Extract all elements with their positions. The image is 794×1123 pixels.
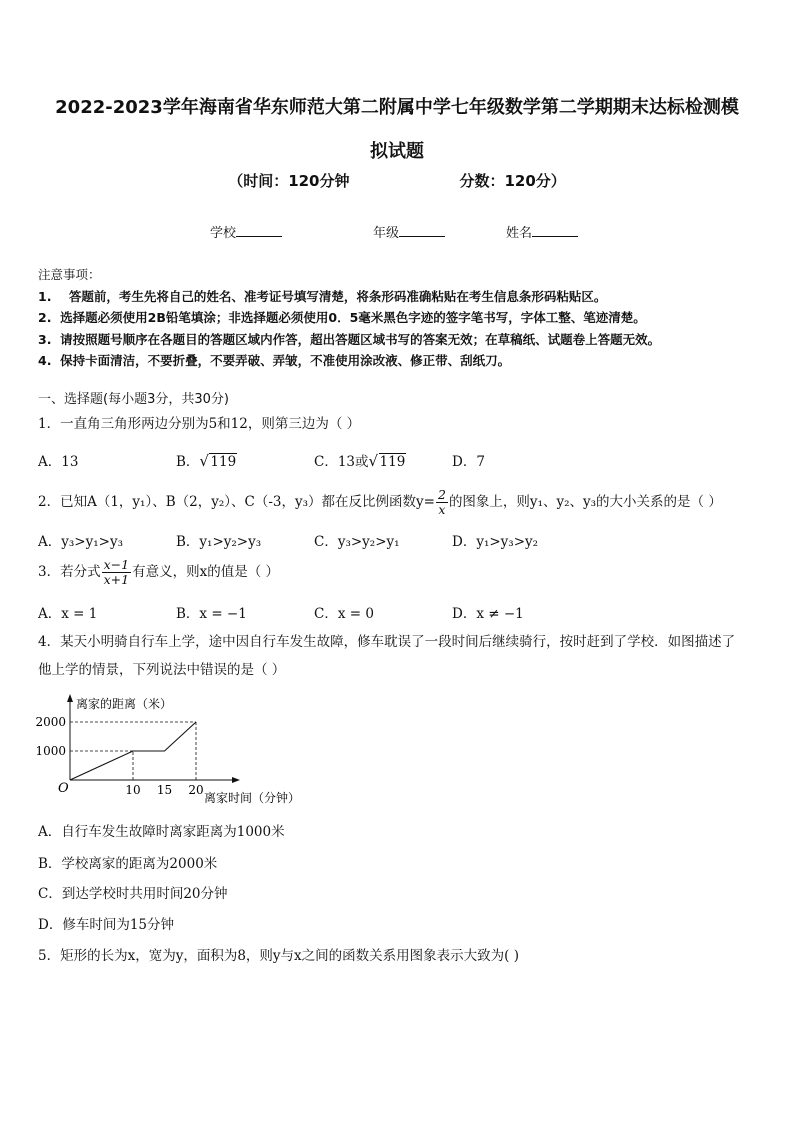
y-axis-label: 离家的距离（米） — [76, 697, 173, 711]
option-a[interactable]: A．x = 1 — [38, 606, 98, 622]
option-d[interactable]: D．x ≠ −1 — [452, 606, 524, 622]
grade-blank[interactable] — [399, 224, 445, 237]
question-3-options — [38, 602, 758, 622]
distance-time-chart — [34, 692, 334, 812]
x-axis-arrow — [232, 777, 240, 783]
school-field[interactable] — [210, 222, 282, 241]
option-d[interactable]: D．7 — [452, 454, 485, 470]
option-d[interactable]: D．y₁>y₃>y₂ — [452, 534, 539, 550]
exam-info — [0, 170, 794, 191]
question-4-option-d[interactable]: D．修车时间为15分钟 — [38, 917, 175, 933]
option-c[interactable]: C．13或 √ 119 — [314, 452, 406, 470]
series-line — [70, 722, 196, 780]
question-5: 5．矩形的长为x，宽为y，面积为8，则y与x之间的函数关系用图象表示大致为( ) — [38, 948, 519, 964]
title-line-2: 拟试题 — [370, 141, 424, 162]
name-field[interactable] — [506, 222, 578, 241]
page-title — [36, 86, 758, 174]
fraction: $\frac{x-1}{x+1}$ — [103, 557, 130, 587]
x-tick-label: 10 — [125, 783, 141, 797]
note-item: 3. 请按照题号顺序在各题目的答题区域内作答，超出答题区域书写的答案无效；在草稿纸、试题卷上答题无效。 — [38, 331, 661, 347]
note-item: 4. 保持卡面清洁，不要折叠，不要弄破、弄皱，不准使用涂改液、修正带、刮纸刀。 — [38, 353, 511, 368]
question-4-option-c[interactable]: C．到达学校时共用时间20分钟 — [38, 886, 228, 902]
notes-section — [38, 264, 758, 372]
name-label: 姓名 — [506, 226, 533, 241]
question-1: 1．一直角三角形两边分别为5和12，则第三边为（ ） — [38, 416, 361, 432]
x-axis-label: 离家时间（分钟） — [204, 791, 301, 805]
question-2: 2．已知A（1，y₁）、B（2，y₂）、C（-3，y₃）都在反比例函数y= $\frac{2}{x}$ 的图象上，则y₁、y₂、y₃的大小关系的是（ ） — [38, 487, 722, 517]
question-1-options — [38, 450, 758, 470]
x-tick-label: 15 — [156, 783, 173, 797]
total-score: 分数：120分） — [459, 172, 566, 190]
school-blank[interactable] — [236, 224, 282, 237]
x-tick-label: 20 — [188, 783, 204, 797]
school-label: 学校 — [210, 226, 237, 241]
sqrt-symbol: √ 119 — [199, 452, 237, 470]
option-b[interactable]: B．x = −1 — [176, 606, 247, 622]
question-4: 4．某天小明骑自行车上学，途中因自行车发生故障，修车耽误了一段时间后继续骑行，按时赶到了学校．如图描述了 他上学的情景，下列说法中错误的是（ ） — [38, 634, 736, 678]
question-4-option-b[interactable]: B．学校离家的距离为2000米 — [38, 856, 218, 872]
y-tick-label: 2000 — [35, 715, 66, 729]
notes-heading: 注意事项： — [38, 267, 101, 282]
note-item: 1. 答题前，考生先将自己的姓名、准考证号填写清楚，将条形码准确粘贴在考生信息条形码粘贴区。 — [38, 288, 607, 304]
name-blank[interactable] — [532, 224, 578, 237]
grade-field[interactable] — [373, 222, 445, 241]
origin-label: O — [58, 781, 69, 796]
option-c[interactable]: C．x = 0 — [314, 606, 374, 622]
time-limit: （时间：120分钟 — [228, 172, 350, 190]
fraction: $\frac{2}{x}$ — [437, 487, 446, 517]
question-3: 3．若分式 $\frac{x-1}{x+1}$ 有意义，则x的值是（ ） — [38, 557, 279, 587]
option-b[interactable]: B． √ 119 — [176, 452, 237, 470]
y-tick-label: 1000 — [35, 744, 66, 758]
grade-label: 年级 — [373, 226, 400, 241]
y-axis-arrow — [67, 694, 73, 702]
question-4-option-a[interactable]: A．自行车发生故障时离家距离为1000米 — [38, 824, 285, 840]
option-a[interactable]: A．y₃>y₁>y₃ — [38, 534, 123, 550]
sqrt-symbol: √ 119 — [368, 452, 406, 470]
question-2-options — [38, 530, 758, 550]
note-item: 2. 选择题必须使用2B铅笔填涂；非选择题必须使用0．5毫米黑色字迹的签字笔书写，字体工整、笔迹清楚。 — [38, 310, 646, 325]
option-a[interactable]: A．13 — [38, 454, 79, 470]
section-heading: 一、选择题(每小题3分，共30分) — [38, 392, 229, 407]
title-line-1: 2022-2023学年海南省华东师范大第二附属中学七年级数学第二学期期末达标检测模 — [55, 97, 739, 118]
option-b[interactable]: B．y₁>y₂>y₃ — [176, 534, 262, 550]
option-c[interactable]: C．y₃>y₂>y₁ — [314, 534, 400, 550]
